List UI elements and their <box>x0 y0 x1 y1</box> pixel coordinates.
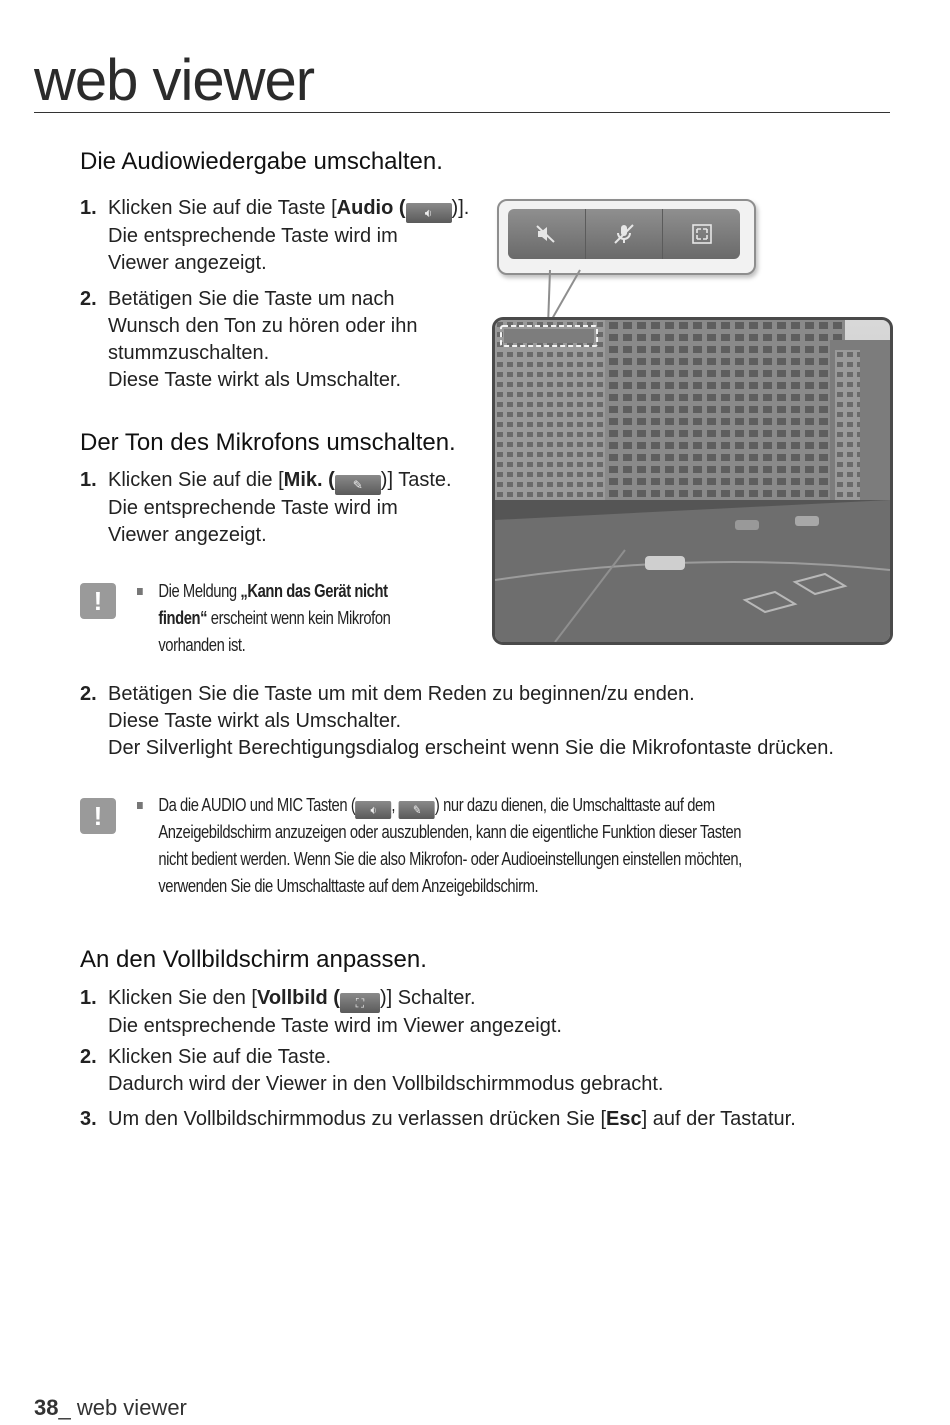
step-number: 2. <box>80 288 97 310</box>
step-line: Betätigen Sie die Taste um mit dem Reden zu beginnen/zu enden. <box>108 683 695 705</box>
step-line: Die entsprechende Taste wird im <box>108 225 398 247</box>
mic-step-1 <box>80 467 490 549</box>
section-heading-fullscreen: An den Vollbildschirm anpassen. <box>80 946 427 973</box>
note-bold: „Kann das Gerät nicht <box>240 581 388 601</box>
camera-viewer-image <box>495 320 890 642</box>
step-text: Klicken Sie den [ <box>108 987 257 1009</box>
note-text: erscheint wenn kein Mikrofon <box>207 608 391 628</box>
note-line: Anzeigebildschirm anzuzeigen oder auszublenden, kann die eigentliche Funktion dieser Tasten <box>158 822 742 842</box>
footer-label: _ web viewer <box>58 1395 187 1420</box>
step-number: 1. <box>80 987 97 1009</box>
note-mic-missing <box>137 578 481 659</box>
step-line: Klicken Sie auf die Taste. <box>108 1046 332 1068</box>
microphone-icon: ✎ <box>335 475 381 495</box>
step-text: Klicken Sie auf die [ <box>108 469 284 491</box>
step-text-post: )] Taste. <box>380 469 452 491</box>
speaker-icon: 🔉︎ <box>355 801 391 819</box>
step-line: Viewer angezeigt. <box>108 252 267 274</box>
mic-mute-icon[interactable] <box>586 209 664 259</box>
header-divider <box>34 112 890 113</box>
note-text: ) nur dazu dienen, die Umschalttaste auf dem <box>434 795 715 815</box>
page-footer <box>34 1395 187 1421</box>
note-text: Da die AUDIO und MIC Tasten ( <box>158 795 356 815</box>
step-number: 1. <box>80 469 97 491</box>
note-bullet <box>137 802 143 809</box>
speaker-icon: 🔉︎ <box>406 203 452 223</box>
note-sep: , <box>391 795 396 815</box>
audio-step-1 <box>80 195 480 277</box>
step-line: Der Silverlight Berechtigungsdialog erscheint wenn Sie die Mikrofontaste drücken. <box>108 737 834 759</box>
step-line: Die entsprechende Taste wird im <box>108 497 398 519</box>
section-heading-audio: Die Audiowiedergabe umschalten. <box>80 148 443 175</box>
step-number: 2. <box>80 1046 97 1068</box>
step-text: Klicken Sie auf die Taste [ <box>108 197 337 219</box>
page-header-title: web viewer <box>34 48 315 113</box>
step-line: Die entsprechende Taste wird im Viewer angezeigt. <box>108 1015 562 1037</box>
note-line: verwenden Sie die Umschalttaste auf dem Anzeigebildschirm. <box>158 876 539 896</box>
step-line: stummzuschalten. <box>108 342 270 364</box>
step-line: Wunsch den Ton zu hören oder ihn <box>108 315 418 337</box>
fullscreen-icon[interactable] <box>663 209 740 259</box>
step-line: Dadurch wird der Viewer in den Vollbildschirmmodus gebracht. <box>108 1073 664 1095</box>
fullscreen-icon: ⛶ <box>340 993 380 1013</box>
note-text: Die Meldung <box>158 581 241 601</box>
step-line: Diese Taste wirkt als Umschalter. <box>108 369 402 391</box>
audio-mute-icon[interactable] <box>508 209 586 259</box>
note-line: nicht bedient werden. Wenn Sie die also Mikrofon- oder Audioeinstellungen einstellen möchten, <box>158 849 742 869</box>
step-text-post: ] auf der Tastatur. <box>641 1108 796 1130</box>
mic-step-2 <box>80 681 880 762</box>
fullscreen-step-3 <box>80 1106 900 1133</box>
exclamation-icon: ! <box>80 583 116 619</box>
audio-step-2 <box>80 286 480 394</box>
fullscreen-step-2 <box>80 1044 880 1098</box>
callout-pointer <box>540 268 590 328</box>
section-heading-mic: Der Ton des Mikrofons umschalten. <box>80 429 456 456</box>
step-text-post: )] Schalter. <box>379 987 476 1009</box>
viewer-toolbar-zoomed <box>508 209 740 259</box>
step-bold: Esc <box>606 1108 642 1130</box>
step-number: 1. <box>80 197 97 219</box>
step-bold: Audio ( <box>336 197 406 219</box>
step-bold: Mik. ( <box>283 469 335 491</box>
fullscreen-step-1 <box>80 985 880 1040</box>
note-audio-mic-buttons <box>137 792 879 900</box>
exclamation-icon: ! <box>80 798 116 834</box>
note-bold: finden“ <box>158 608 208 628</box>
note-bullet <box>137 588 143 595</box>
step-text: Um den Vollbildschirmmodus zu verlassen drücken Sie [ <box>108 1108 606 1130</box>
step-line: Viewer angezeigt. <box>108 524 267 546</box>
step-line: Betätigen Sie die Taste um nach <box>108 288 395 310</box>
step-bold: Vollbild ( <box>256 987 340 1009</box>
step-text-post: )]. <box>451 197 470 219</box>
page-number: 38 <box>34 1395 59 1420</box>
step-number: 3. <box>80 1108 97 1130</box>
step-line: Diese Taste wirkt als Umschalter. <box>108 710 402 732</box>
note-line: vorhanden ist. <box>158 635 246 655</box>
microphone-icon: ✎ <box>399 801 435 819</box>
step-number: 2. <box>80 683 97 705</box>
